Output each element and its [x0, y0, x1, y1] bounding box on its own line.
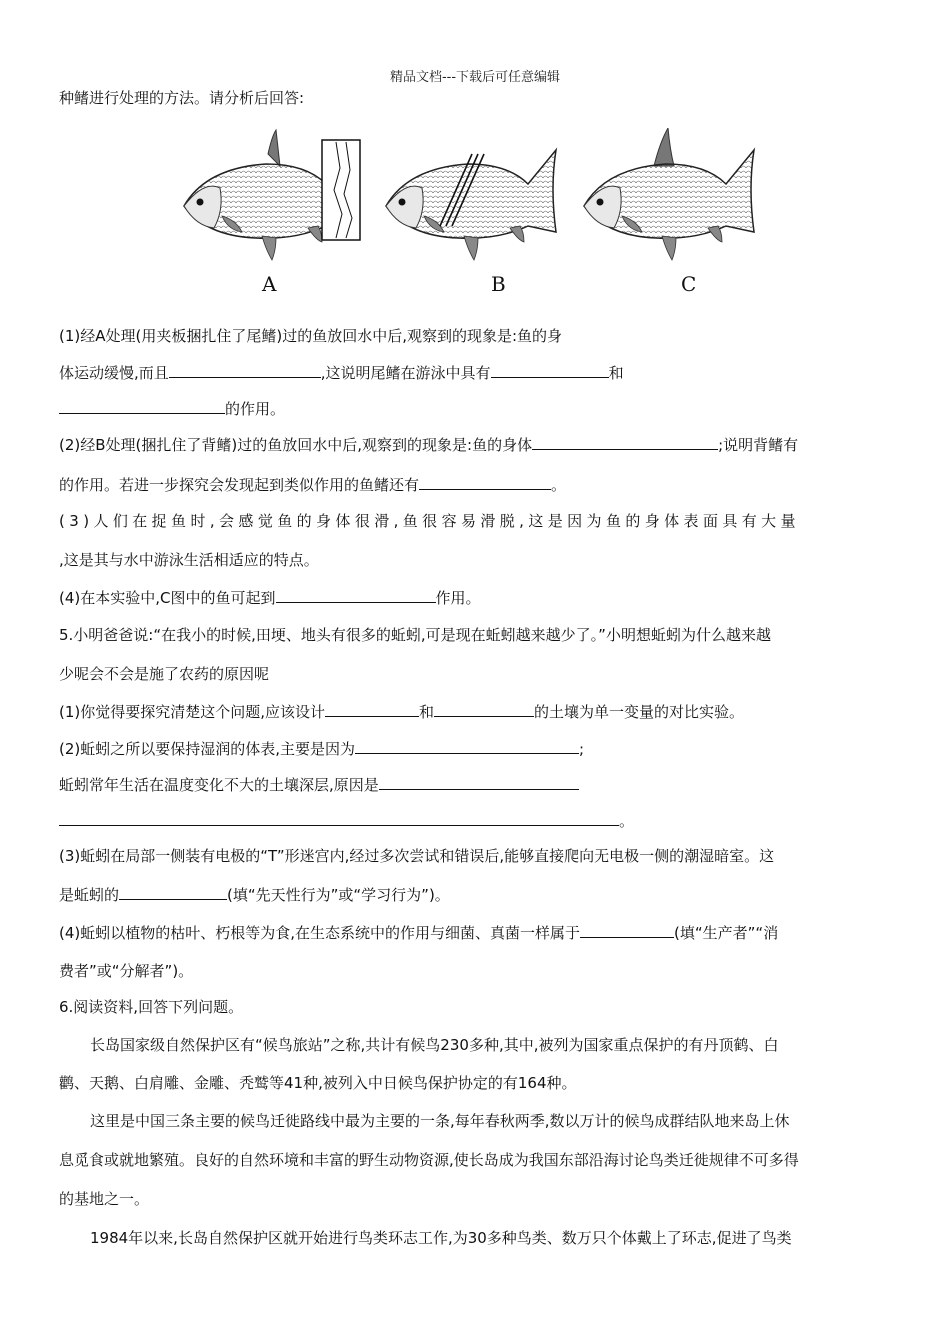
page-header: 精品文档---下载后可任意编辑	[389, 70, 561, 85]
answer-blank[interactable]	[119, 884, 227, 900]
fish-c-body	[584, 128, 754, 260]
answer-blank[interactable]	[59, 398, 225, 414]
figure-label-b: B	[491, 272, 506, 296]
q4-part2-text-a: (2)经B处理(捆扎住了背鳍)过的鱼放回水中后,观察到的现象是:鱼的身体	[59, 436, 533, 454]
q4-part1-text-b: ,这说明尾鳍在游泳中具有	[320, 364, 491, 382]
q6-title: 6.阅读资料,回答下列问题。	[59, 998, 244, 1016]
answer-blank[interactable]	[379, 774, 579, 790]
q6-para1-line2: 鹳、天鹅、白肩雕、金雕、秃鹫等41种,被列入中日候鸟保护协定的有164种。	[59, 1074, 577, 1092]
q5-part1-text-b: 和	[419, 703, 435, 721]
q6-para2-line1: 这里是中国三条主要的候鸟迁徙路线中最为主要的一条,每年春秋两季,数以万计的候鸟成群结队地来岛上休	[90, 1112, 790, 1130]
answer-blank[interactable]	[325, 701, 419, 717]
q4-part2-text-b: ;说明背鳍有	[718, 436, 799, 454]
q4-part1-text-d: 的作用。	[225, 400, 286, 418]
answer-blank[interactable]	[434, 701, 534, 717]
q4-part4-text-b: 作用。	[435, 589, 481, 607]
q4-part1-text-a: 体运动缓慢,而且	[59, 364, 169, 382]
fish-figure-a	[176, 128, 366, 268]
q4-part1-line1: (1)经A处理(用夹板捆扎住了尾鳍)过的鱼放回水中后,观察到的现象是:鱼的身	[59, 327, 563, 345]
q5-part1-text-c: 的土壤为单一变量的对比实验。	[534, 703, 745, 721]
q4-part1-line3	[59, 398, 285, 419]
q5-part2-text-c: 蚯蚓常年生活在温度变化不大的土壤深层,原因是	[59, 776, 379, 794]
answer-blank[interactable]	[276, 587, 436, 603]
q4-part4-text-a: (4)在本实验中,C图中的鱼可起到	[59, 589, 276, 607]
q4-part2-text-c: 的作用。若进一步探究会发现起到类似作用的鱼鳍还有	[59, 476, 420, 494]
q5-part4-line1	[59, 922, 778, 943]
answer-blank[interactable]	[419, 474, 551, 490]
answer-blank[interactable]	[491, 362, 609, 378]
q4-part1-line2	[59, 362, 624, 383]
answer-blank[interactable]	[580, 922, 674, 938]
q5-part1-line	[59, 701, 744, 722]
q5-part4-text-b: (填“生产者”“消	[674, 924, 779, 942]
q5-part4-text-a: (4)蚯蚓以植物的枯叶、朽根等为食,在生态系统中的作用与细菌、真菌一样属于	[59, 924, 581, 942]
answer-blank[interactable]	[532, 434, 718, 450]
fish-a-body	[184, 130, 326, 260]
q5-part3-text-c: (填“先天性行为”或“学习行为”)。	[227, 886, 450, 904]
q4-part2-line2	[59, 474, 566, 495]
fish-figure-b	[378, 128, 568, 268]
q5-part2-text-b: ;	[579, 740, 585, 758]
q5-part3-line2	[59, 884, 450, 905]
q5-part2-line3	[59, 810, 634, 831]
q5-part2-line2	[59, 774, 579, 795]
q6-para1-line1: 长岛国家级自然保护区有“候鸟旅站”之称,共计有候鸟230多种,其中,被列为国家重点保护的有丹顶鹤、白	[90, 1036, 779, 1054]
q5-stem-line2: 少呢会不会是施了农药的原因呢	[59, 665, 270, 683]
figure-label-c: C	[681, 272, 697, 296]
q4-part4-line	[59, 587, 481, 608]
fish-b-body	[386, 150, 556, 260]
splint-icon	[322, 140, 360, 240]
q6-para2-line2: 息觅食或就地繁殖。良好的自然环境和丰富的野生动物资源,使长岛成为我国东部沿海讨论鸟类迁徙规律不可多得	[59, 1151, 799, 1169]
figure-label-a: A	[262, 272, 277, 296]
fish-figure-c	[576, 128, 766, 268]
q4-part2-text-d: 。	[551, 476, 567, 494]
q5-part3-text-b: 是蚯蚓的	[59, 886, 120, 904]
q4-part2-line1	[59, 434, 798, 455]
q5-part4-line2: 费者”或“分解者”)。	[59, 962, 194, 980]
q5-stem-line1: 5.小明爸爸说:“在我小的时候,田埂、地头有很多的蚯蚓,可是现在蚯蚓越来越少了。”小明想蚯蚓为什么越来越	[59, 626, 771, 644]
q5-part3-line1: (3)蚯蚓在局部一侧装有电极的“T”形迷宫内,经过多次尝试和错误后,能够直接爬向无电极一侧的潮湿暗室。这	[59, 847, 775, 865]
q4-part3-line1: (3)人们在捉鱼时,会感觉鱼的身体很滑,鱼很容易滑脱,这是因为鱼的身体表面具有大量	[59, 512, 800, 530]
q4-part3-line2: ,这是其与水中游泳生活相适应的特点。	[59, 551, 319, 569]
q6-para2-line3: 的基地之一。	[59, 1190, 150, 1208]
answer-blank[interactable]	[169, 362, 321, 378]
q4-part1-text-c: 和	[608, 364, 624, 382]
q5-part2-line1	[59, 738, 584, 759]
answer-blank[interactable]	[355, 738, 579, 754]
q5-part2-text-d: 。	[619, 812, 635, 830]
q5-part2-text-a: (2)蚯蚓之所以要保持湿润的体表,主要是因为	[59, 740, 356, 758]
intro-text: 种鳍进行处理的方法。请分析后回答:	[59, 89, 305, 107]
answer-blank[interactable]	[59, 810, 619, 826]
q6-para3-line1: 1984年以来,长岛自然保护区就开始进行鸟类环志工作,为30多种鸟类、数万只个体戴上了环志,促进了鸟类	[90, 1229, 792, 1247]
q5-part1-text-a: (1)你觉得要探究清楚这个问题,应该设计	[59, 703, 326, 721]
